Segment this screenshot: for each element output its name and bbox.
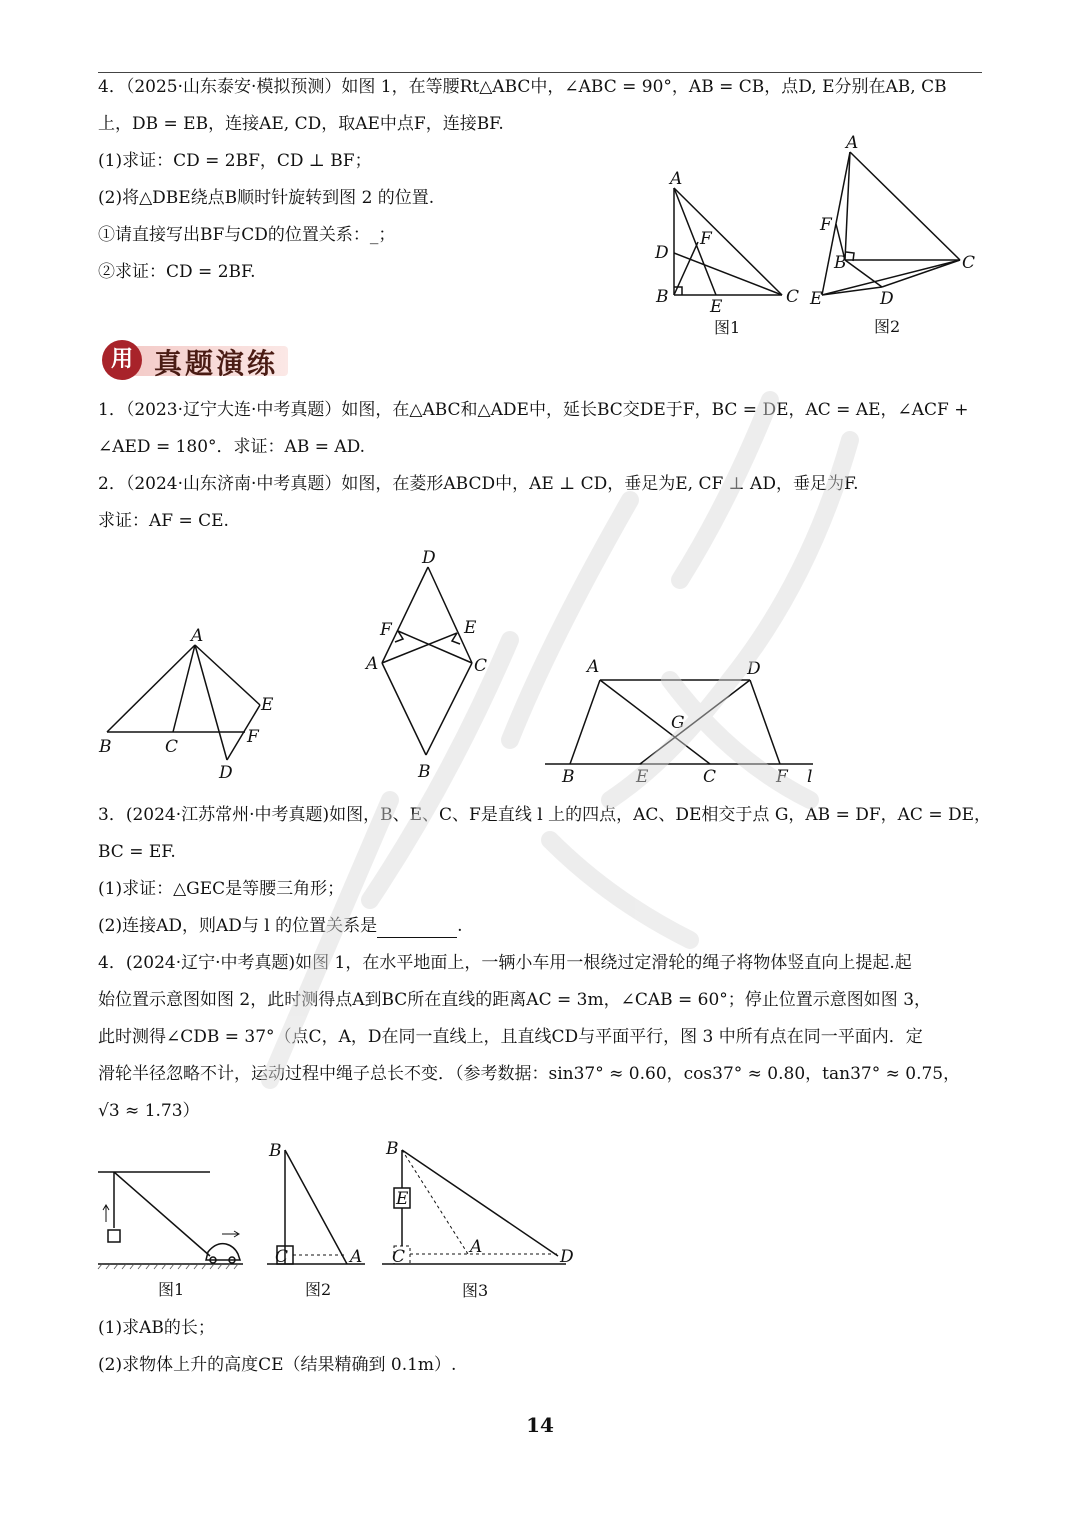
ex4-fig2-label-B: B [269, 1141, 282, 1161]
ex2-label-E: E [464, 618, 477, 638]
exercise3-line2: BC = EF. [98, 842, 176, 862]
ex3-label-D: D [747, 659, 761, 679]
fig2-label-B: B [834, 253, 847, 273]
problem4-line1: 4．（2025·山东泰安·模拟预测）如图 1，在等腰Rt△ABC中，∠ABC = 90°，AB = CB，点D, E分别在AB, CB [98, 77, 947, 97]
problem4-line2: 上，DB = EB，连接AE, CD，取AE中点F，连接BF. [98, 114, 504, 134]
exercise3-q1: (1)求证：△GEC是等腰三角形； [98, 879, 345, 899]
problem4-q1: (1)求证：CD = 2BF，CD ⊥ BF； [98, 151, 372, 171]
exercise4-q1: (1)求AB的长； [98, 1318, 215, 1338]
exercise4-figure3 [380, 1136, 580, 1310]
ex1-label-A: A [191, 626, 204, 646]
fig2-label-D: D [880, 289, 894, 309]
ex2-label-D: D [422, 548, 436, 568]
ex2-label-A: A [366, 654, 379, 674]
ex2-label-B: B [418, 762, 431, 782]
page-number: 14 [526, 1413, 554, 1437]
exercise3-figure [545, 650, 835, 790]
exercise4-line5: √3 ≈ 1.73） [98, 1101, 200, 1121]
section-banner [102, 340, 292, 382]
ex3-label-G: G [671, 713, 685, 733]
ex3-label-C: C [703, 767, 717, 787]
ex4-fig3-label-E: E [396, 1189, 409, 1209]
fig1-caption: 图1 [714, 318, 741, 337]
problem4-q2: (2)将△DBE绕点B顺时针旋转到图 2 的位置. [98, 188, 435, 208]
ex4-fig2-label-A: A [350, 1247, 363, 1267]
ex1-label-B: B [99, 737, 112, 757]
fig1-label-C: C [786, 287, 800, 307]
ex4-fig1-caption: 图1 [158, 1280, 185, 1299]
ex3-label-A: A [587, 657, 600, 677]
ex4-fig3-label-B: B [386, 1139, 399, 1159]
ex2-label-F: F [380, 620, 392, 640]
fig2-label-C: C [962, 253, 976, 273]
fig1-label-F: F [700, 229, 712, 249]
exercise4-q2: (2)求物体上升的高度CE（结果精确到 0.1m）. [98, 1355, 457, 1375]
exercise3-q2-end: . [457, 916, 463, 936]
ex4-fig3-label-A: A [470, 1237, 483, 1257]
ex1-label-C: C [165, 737, 179, 757]
exercise2-figure [360, 545, 500, 785]
exercise2-line2: 求证：AF = CE. [98, 511, 229, 531]
exercise1-line2: ∠AED = 180°．求证：AB = AD. [98, 437, 366, 457]
ex3-label-F: F [776, 767, 788, 787]
ex3-label-E: E [636, 767, 649, 787]
answer-blank [377, 919, 457, 938]
exercise3-q2 [98, 914, 463, 938]
ex4-fig2-caption: 图2 [305, 1280, 332, 1299]
fig2-label-F: F [820, 215, 832, 235]
problem4-figure2 [810, 132, 990, 342]
exercise4-line2: 始位置示意图如图 2，此时测得点A到BC所在直线的距离AC = 3m，∠CAB = 60°；停止位置示意图如图 3， [98, 990, 932, 1010]
ex2-label-C: C [474, 656, 488, 676]
exercise3-line1: 3．(2024·江苏常州·中考真题)如图，B、E、C、F是直线 l 上的四点，AC、DE相交于点 G，AB = DF，AC = DE， [98, 805, 992, 825]
problem4-q2a: ①请直接写出BF与CD的位置关系：_； [98, 225, 396, 245]
exercise1-line1: 1．（2023·辽宁大连·中考真题）如图，在△ABC和△ADE中，延长BC交DE于F，BC = DE，AC = AE，∠ACF + [98, 400, 969, 420]
fig1-label-B: B [656, 287, 669, 307]
fig2-label-E: E [810, 289, 823, 309]
ex3-label-l: l [807, 767, 813, 787]
exercise2-line1: 2．（2024·山东济南·中考真题）如图，在菱形ABCD中，AE ⊥ CD，垂足为E, CF ⊥ AD，垂足为F. [98, 474, 859, 494]
exercise1-figure [95, 620, 295, 790]
ex3-label-B: B [562, 767, 575, 787]
banner-title: 真题演练 [154, 347, 279, 380]
header-rule [98, 72, 982, 73]
exercise3-q2-text: (2)连接AD，则AD与 l 的位置关系是 [98, 916, 378, 936]
exercise4-line1: 4．(2024·辽宁·中考真题)如图 1，在水平地面上，一辆小车用一根绕过定滑轮的绳子将物体竖直向上提起.起 [98, 953, 912, 973]
exercise4-figure1 [98, 1160, 248, 1310]
ex4-fig2-label-C: C [275, 1247, 289, 1267]
ex1-label-D: D [219, 763, 233, 783]
problem4-figure1 [640, 160, 810, 340]
banner-badge: 用 [102, 340, 142, 380]
exercise4-line4: 滑轮半径忽略不计，运动过程中绳子总长不变．（参考数据：sin37° ≈ 0.60，cos37° ≈ 0.80，tan37° ≈ 0.75， [98, 1064, 961, 1084]
fig1-label-E: E [710, 297, 723, 317]
fig2-label-A: A [846, 133, 859, 153]
ex4-fig3-label-D: D [560, 1247, 574, 1267]
ex4-fig3-caption: 图3 [462, 1281, 489, 1300]
exercise4-line3: 此时测得∠CDB = 37°（点C，A，D在同一直线上，且直线CD与平面平行，图 3 中所有点在同一平面内．定 [98, 1027, 923, 1047]
fig2-caption: 图2 [874, 317, 901, 336]
ex1-label-E: E [261, 695, 274, 715]
fig1-label-A: A [670, 169, 683, 189]
problem4-q2b: ②求证：CD = 2BF. [98, 262, 256, 282]
ex1-label-F: F [247, 727, 259, 747]
fig1-label-D: D [655, 243, 669, 263]
ex4-fig3-label-C: C [392, 1247, 406, 1267]
exercise4-figure2 [265, 1140, 375, 1310]
